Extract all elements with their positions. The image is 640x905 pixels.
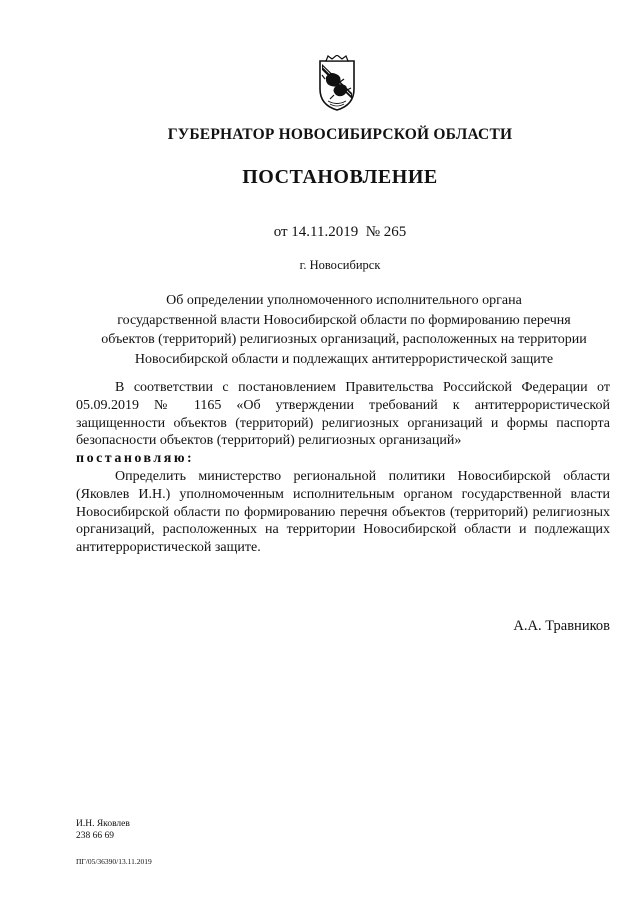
document-city: г. Новосибирск	[299, 258, 381, 272]
resolve-word: постановляю:	[76, 451, 195, 467]
document-subject	[78, 291, 610, 369]
document-type-title: ПОСТАНОВЛЕНИЕ	[242, 166, 438, 188]
executor-phone: 238 66 69	[76, 831, 114, 841]
document-body	[76, 379, 610, 557]
document-code: ПГ/05/36390/13.11.2019	[76, 857, 152, 866]
body-paragraph-preamble: В соответствии с постановлением Правительства Российской Федерации от 05.09.2019 № 1165 «Об утверждении требований к антитеррористической защищенности объектов (территорий) религиозных организаций и формы паспорта безопасности объектов (территорий) религиозных организаций»	[76, 380, 610, 449]
coat-of-arms-icon	[314, 55, 360, 113]
subject-line: государственной власти Новосибирской области по формированию перечня	[117, 312, 571, 328]
executor-info	[76, 818, 130, 842]
body-paragraph-resolution: Определить министерство региональной политики Новосибирской области (Яковлев И.Н.) уполномоченным исполнительным органом государственной власти Новосибирской области по формированию перечня объектов (территорий) религиозных организаций, расположенных на территории Новосибирской области и подлежащих антитеррористической защите.	[76, 468, 610, 556]
document-date-number: от 14.11.2019 № 265	[273, 224, 407, 240]
subject-line: Новосибирской области и подлежащих антитеррористической защите	[134, 351, 554, 367]
signature-name: А.А. Травников	[513, 618, 610, 634]
subject-line: Об определении уполномоченного исполнительного органа	[166, 293, 522, 308]
org-title: ГУБЕРНАТОР НОВОСИБИРСКОЙ ОБЛАСТИ	[167, 126, 513, 143]
resolve-line	[76, 450, 610, 468]
executor-name: И.Н. Яковлев	[76, 819, 130, 829]
subject-line: объектов (территорий) религиозных организаций, расположенных на территории	[101, 332, 587, 347]
